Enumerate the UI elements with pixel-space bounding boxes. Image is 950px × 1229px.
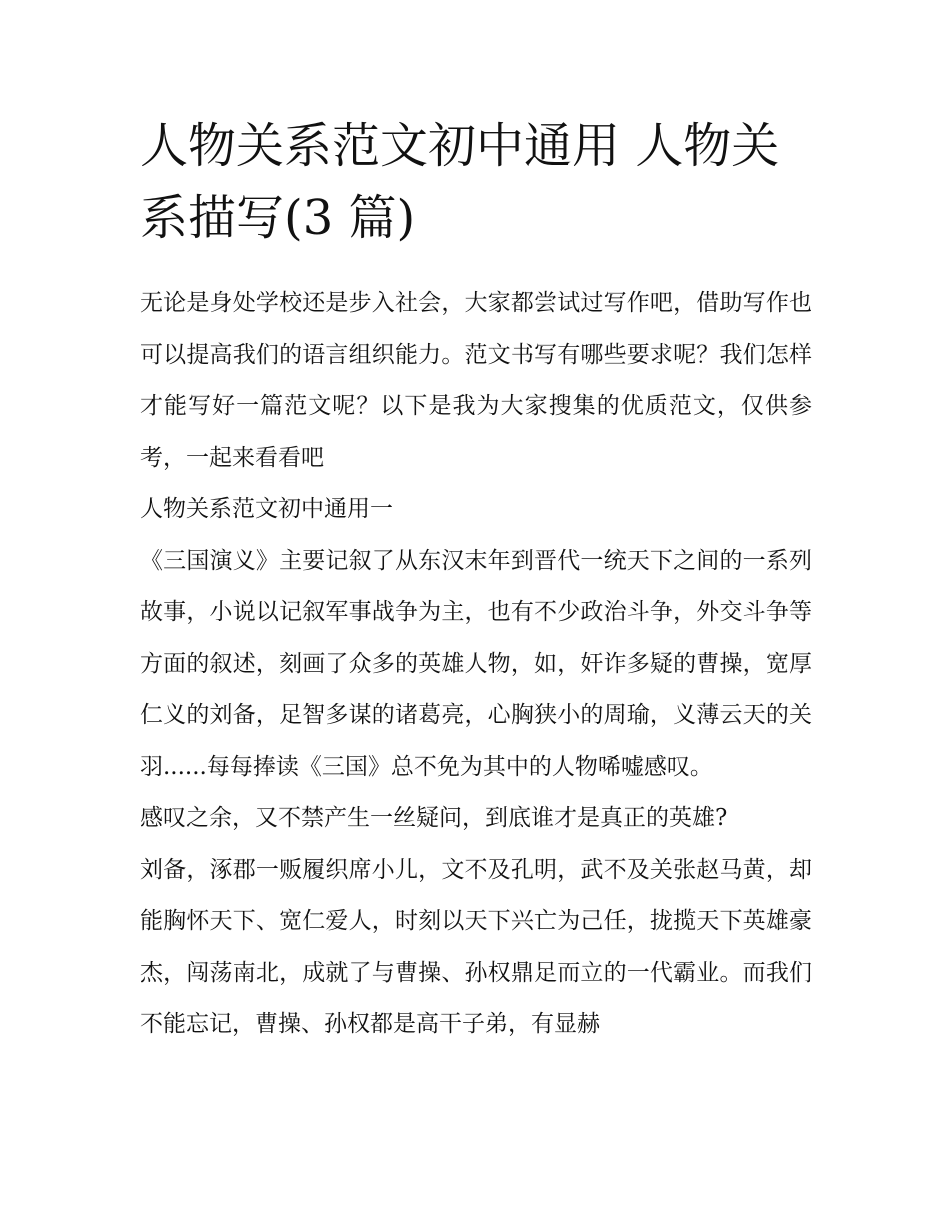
title-line-1: 人物关系范文初中通用 人物关: [140, 118, 780, 174]
intro-paragraph: 无论是身处学校还是步入社会，大家都尝试过写作吧，借助写作也可以提高我们的语言组织能力。范文书写有哪些要求呢？我们怎样才能写好一篇范文呢？以下是我为大家搜集的优质范文，仅供参考，一起来看看吧: [140, 290, 812, 471]
section-heading: 人物关系范文初中通用一: [140, 496, 393, 522]
document-page: [140, 110, 812, 1051]
body-paragraph: 感叹之余，又不禁产生一丝疑问，到底谁才是真正的英雄?: [140, 805, 728, 831]
document-body: [140, 278, 812, 1051]
title-line-2: 系描写(3 篇): [140, 190, 416, 246]
body-paragraph: 刘备，涿郡一贩履织席小儿，文不及孔明，武不及关张赵马黄，却能胸怀天下、宽仁爱人，时刻以天下兴亡为己任，拢揽天下英雄豪杰，闯荡南北，成就了与曹操、孙权鼎足而立的一代霸业。而我们不能忘记，曹操、孙权都是高干子弟，有显赫: [140, 856, 812, 1037]
body-paragraph: 《三国演义》主要记叙了从东汉末年到晋代一统天下之间的一系列故事，小说以记叙军事战争为主，也有不少政治斗争，外交斗争等方面的叙述，刻画了众多的英雄人物，如，奸诈多疑的曹操，宽厚仁义的刘备，足智多谋的诸葛亮，心胸狭小的周瑜，义薄云天的关羽......每每捧读《三国》总不免为其中的人物唏嘘感叹。: [140, 547, 812, 780]
document-title: [140, 110, 812, 254]
